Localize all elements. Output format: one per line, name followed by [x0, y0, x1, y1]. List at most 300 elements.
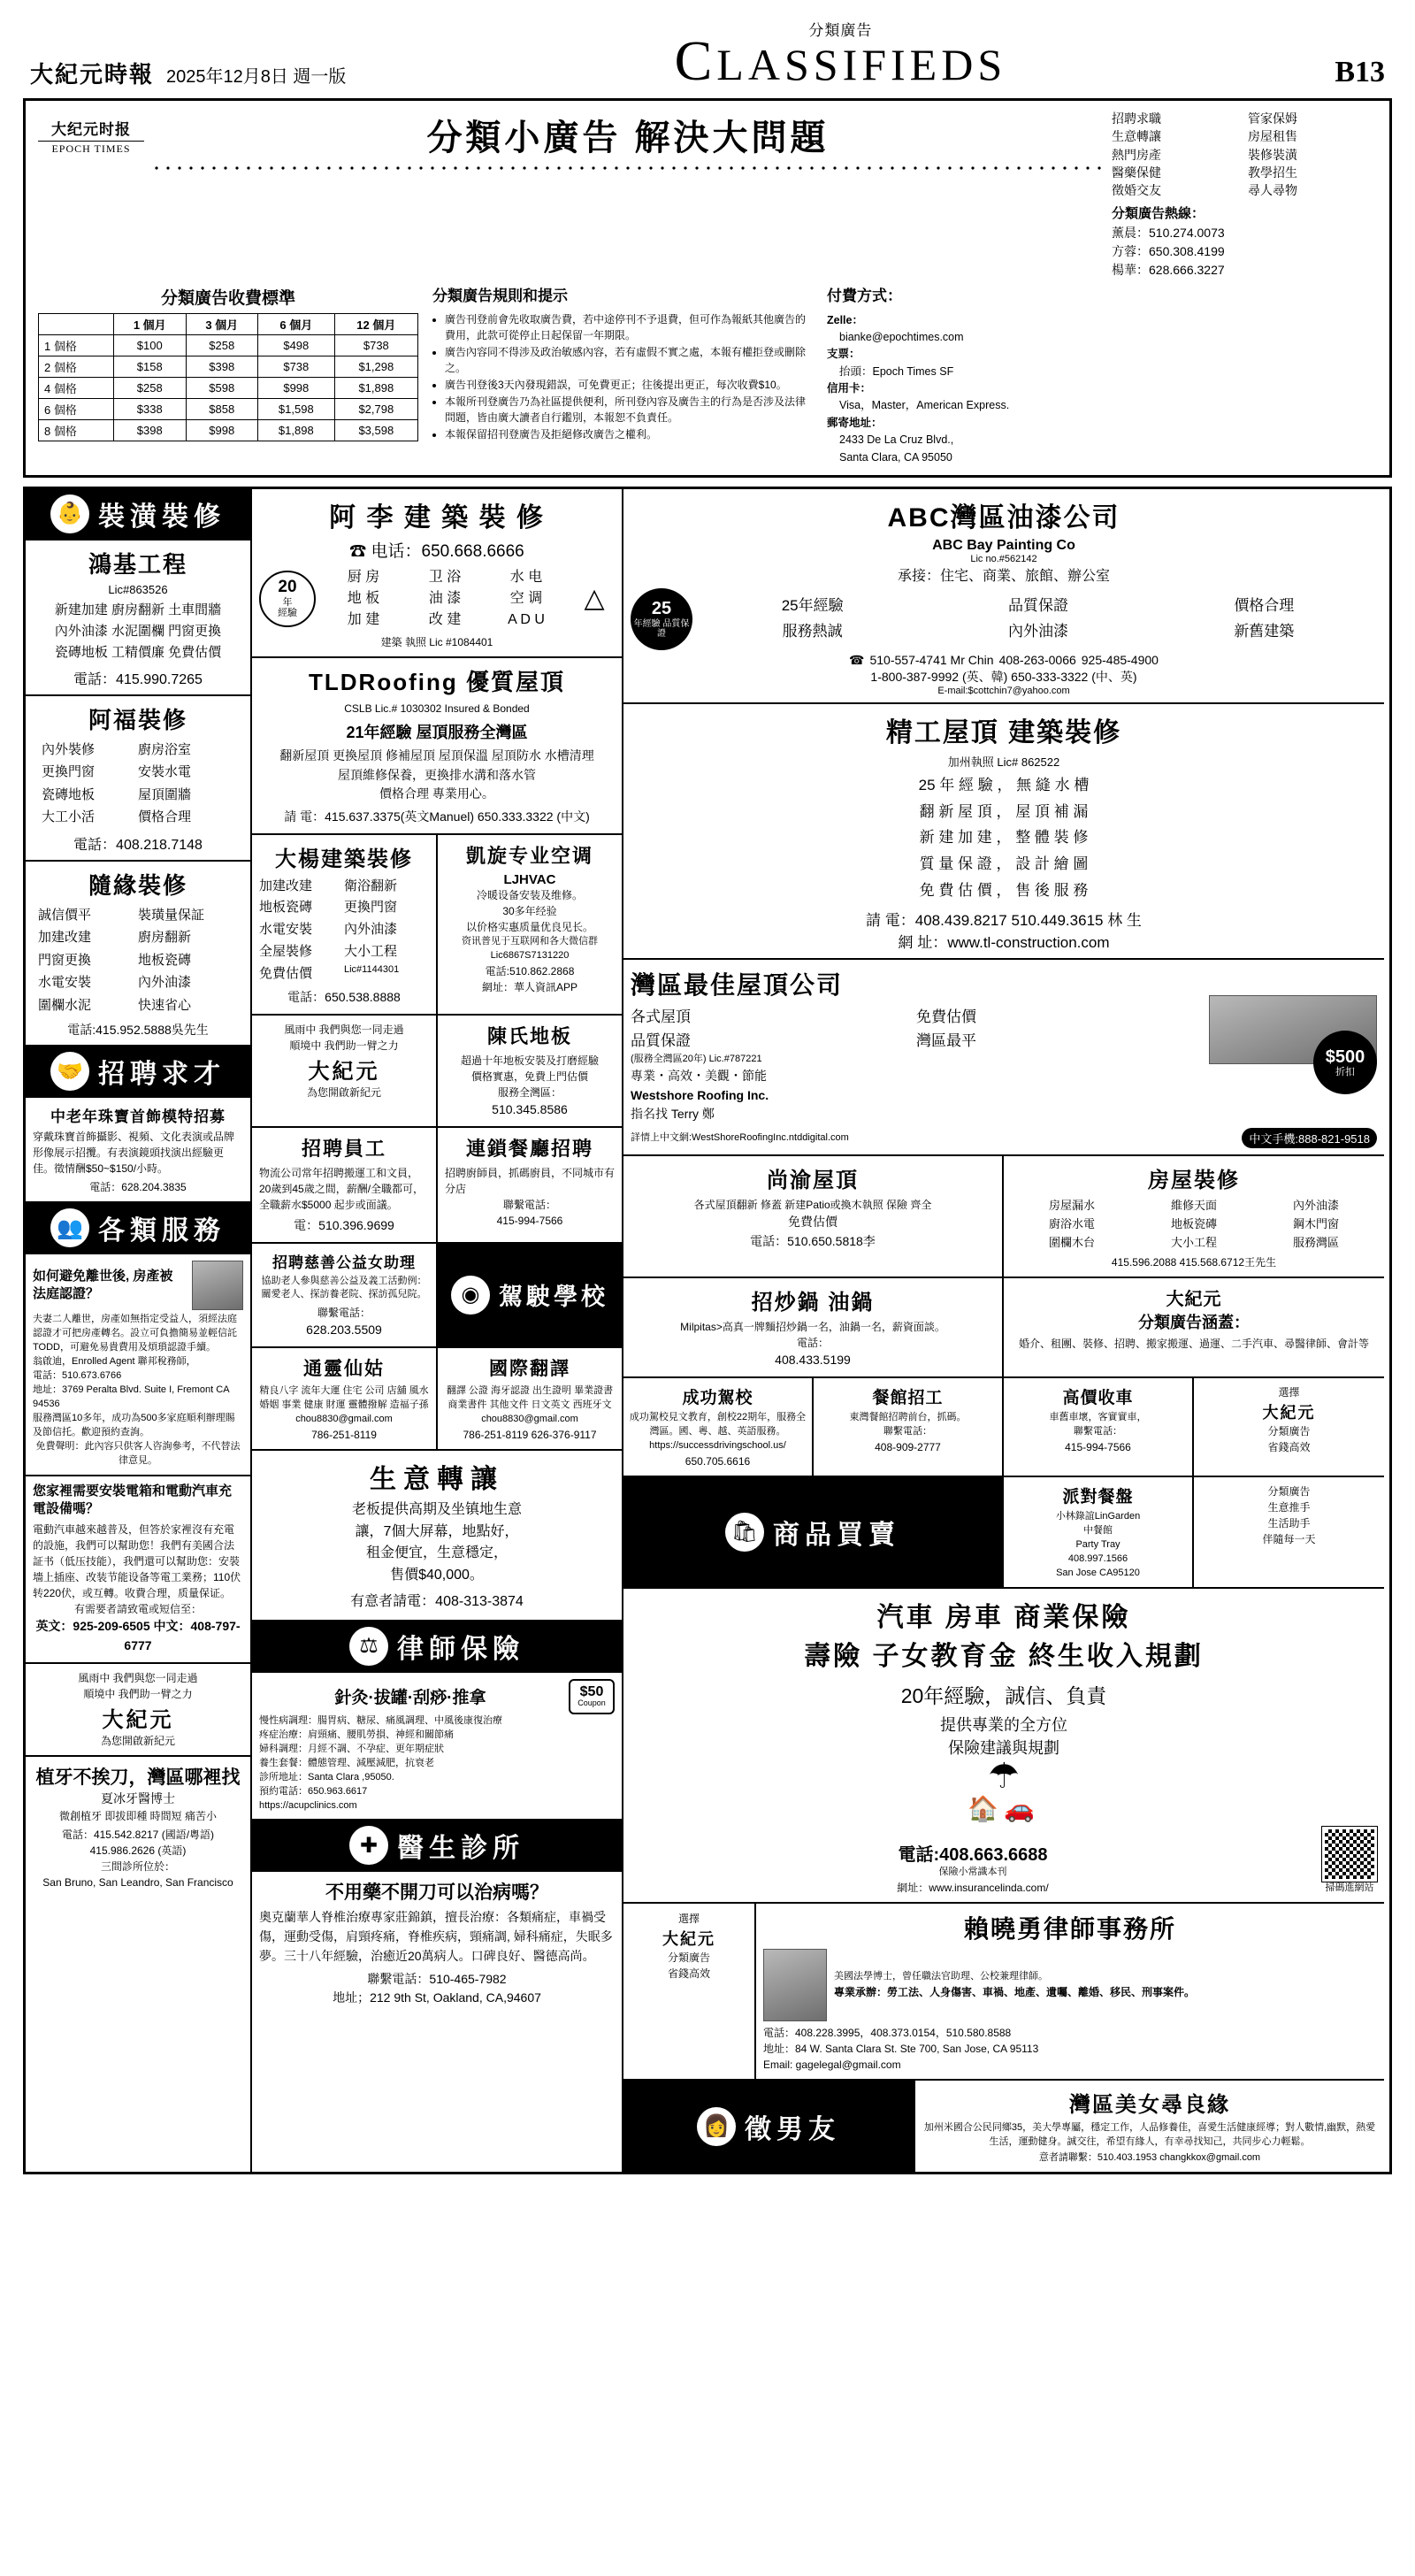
practice-areas: 專業承辦：勞工法、人身傷害、車禍、地產、遺囑、離婚、移民、刑事案件。 [834, 1985, 1196, 1998]
agent-photo [192, 1261, 243, 1310]
ad-row-school-restaurant-car-choose [623, 1378, 1384, 1477]
phone-number[interactable]: 510.345.8586 [492, 1102, 568, 1117]
service-item: 卫 浴 [428, 569, 462, 585]
ad-title: 連鎖餐廳招聘 [465, 1137, 593, 1160]
ad-afu [26, 696, 250, 862]
ad-pair-tongling-translate [252, 1348, 622, 1451]
phone-number[interactable]: 電話：650.538.8888 [287, 990, 401, 1005]
service-line: 新建加建 廚房翻新 土車間牆 [54, 602, 222, 617]
email[interactable]: Email: gagelegal@gmail.com [763, 2058, 901, 2071]
phone-number[interactable]: 1-800-387-9992 (英、韓) 650-333-3322 (中、英) [870, 669, 1137, 684]
ad-chenshi-flooring [438, 1016, 622, 1126]
epoch-house-ad [26, 1664, 250, 1757]
rate-cell: $1,598 [257, 399, 334, 420]
check-value: 抬頭：Epoch Times SF [839, 364, 954, 378]
phone-number[interactable]: 請 電：408.439.8217 510.449.3615 林 生 [866, 911, 1142, 929]
website[interactable]: https://successdrivingschool.us/ [649, 1440, 786, 1452]
ad-title: 賴曉勇律師事務所 [963, 1914, 1176, 1943]
ad-lai-law-office [756, 1904, 1384, 2079]
ad-title: 汽車 房車 商業保險 [876, 1602, 1131, 1632]
lawyer-photo [763, 1949, 827, 2021]
address: 地址：3769 Peralta Blvd. Suite I, Fremont CA 94536 [33, 1384, 229, 1410]
license-number: Lic#863526 [108, 582, 168, 596]
service-item: 維修天面 [1170, 1199, 1217, 1213]
phone-number[interactable]: 電話：408.218.7148 [73, 837, 203, 853]
license-number: Lic#1144301 [344, 963, 400, 975]
ad-jinggong-roofing [623, 704, 1384, 960]
ad-body: 東灣餐館招聘前台，抓碼。 [849, 1412, 967, 1423]
ad-title: 隨緣裝修 [88, 871, 187, 899]
service-item: 油 漆 [428, 590, 462, 606]
ad-body: 車舊車壞，客實實車， [1049, 1412, 1147, 1423]
license-number: Lic no.#562142 [970, 553, 1037, 564]
agent-name: 翁啟迪，Enrolled Agent 聯邦稅務師， [33, 1356, 196, 1368]
phone-number[interactable]: 628.203.5509 [306, 1322, 382, 1338]
slogan-line: 為您開啟新紀元 [306, 1086, 381, 1100]
rate-title: 分類廣告收費標準 [160, 289, 295, 309]
rate-cell: $998 [257, 378, 334, 399]
service-item: 價格合理 [138, 809, 192, 825]
rate-cell: $738 [334, 335, 417, 356]
rate-col-head: 3 個月 [186, 314, 257, 335]
ad-pair-hotpot-coverage [623, 1278, 1384, 1378]
phone-number[interactable]: 英文：925-209-6505 中文：408-797-6777 [35, 1619, 241, 1652]
email[interactable]: chou8830@gmail.com [295, 1413, 393, 1424]
badge-text: 經驗 [278, 608, 297, 619]
address: 地址；212 9th St, Oakland, CA,94607 [333, 1990, 541, 2005]
brand-name: 大紀元 [102, 1707, 174, 1732]
ad-body: 電動汽車越來越普及，但答於家裡沒有充電的設施，我們可以幫助您！我們有美國合法証书（低压技能），我們還可以幫助您：安裝墻上插座、改装节能设备等電工業務；110伏转220伏，或互轉。收費合理，质量保证。 [33, 1523, 241, 1600]
service-line: 質 量 保 證 ， 設 計 繪 圖 [919, 855, 1089, 873]
service-line: 瓷磚地板 工精價廉 免費估價 [54, 644, 222, 660]
service-item: 瓷磚地板 [42, 786, 96, 802]
phone-number[interactable]: 415.596.2088 415.568.6712王先生 [1111, 1256, 1277, 1269]
ad-subtitle: LJHVAC [503, 871, 556, 887]
license-number: Lic6867S7131220 [490, 949, 570, 961]
ad-title: 針灸·拔罐·刮痧·推拿 [334, 1689, 486, 1708]
ad-kaixuan-hvac [438, 835, 622, 1014]
ad-line: 租金便宜，生意穩定， [365, 1545, 508, 1561]
service-item: 地板瓷磚 [138, 952, 192, 968]
painter-icon: 👶 [50, 494, 89, 533]
service-item: 內外裝修 [42, 741, 96, 757]
website[interactable]: 網址：www.insurancelinda.com/ [897, 1881, 1049, 1894]
payment-title: 付費方式： [827, 288, 902, 305]
seal-number: 25 [651, 598, 672, 618]
promo-line: 分類廣告 [1267, 1484, 1311, 1498]
ad-title: 中老年珠寶首飾模特招募 [50, 1108, 226, 1126]
email[interactable]: E-mail:$cottchin7@yahoo.com [937, 685, 1070, 696]
ad-body: 奧克蘭華人脊椎治療專家莊錦鎮，擅長治療：各類痛症，車禍受傷，運動受傷，肩頸疼痛，脊椎疾病，頸痛調, 婦科痛症，失眠多夢。三十八年經驗，治癒近20萬病人。口碑良好、醫德高尚。 [259, 1910, 613, 1963]
ad-dayang [252, 835, 438, 1014]
discount-badge [1313, 1031, 1377, 1094]
ad-title: 鴻基工程 [88, 550, 187, 578]
rate-cell: $598 [186, 378, 257, 399]
ad-title: 生意轉讓 [370, 1464, 504, 1494]
promo-line: 省錢高效 [1267, 1441, 1311, 1454]
service-line: 以价格实惠质量优良见长。 [465, 920, 593, 933]
contact-label: 電話： [796, 1337, 829, 1350]
service-item: 更換門窗 [344, 900, 398, 916]
rule-item: • 本報所刊登廣告乃為社區提供便利，所刊登內容及廣告主的行為是否涉及法律問題，皆由廣大讀者自行鑑別，本報恕不負責任。 [445, 394, 813, 426]
card-value: Visa，Master，American Express. [839, 399, 1010, 412]
rate-cell: $1,898 [334, 378, 417, 399]
ad-line: 老板提供高期及坐镇地生意 [351, 1501, 522, 1517]
keyword: 裝修裝潢 [1248, 147, 1297, 162]
category-header-goods [623, 1477, 1004, 1587]
phone-number[interactable]: 電話:415.952.5888吳先生 [67, 1023, 209, 1038]
service-item: 圍欄水泥 [38, 997, 92, 1013]
rate-cell: $258 [114, 378, 186, 399]
category-header-services [26, 1203, 250, 1254]
phone-number[interactable]: 電：510.396.9699 [294, 1217, 394, 1232]
ad-pair-dayang-kaixuan [252, 835, 622, 1016]
experience-badge [259, 571, 316, 627]
experience-seal [631, 588, 692, 650]
phone-number[interactable]: 電話：415.990.7265 [73, 671, 203, 687]
rate-cell: $158 [114, 356, 186, 378]
clinic-label: 三間診所位於： [100, 1860, 175, 1874]
website[interactable]: 網 址：www.tl-construction.com [898, 933, 1110, 951]
company-name-en: ABC Bay Painting Co [932, 537, 1075, 553]
table-row [39, 356, 418, 378]
category-label: 律師保險 [397, 1634, 524, 1664]
service-item: 鋼木門窗 [1292, 1216, 1339, 1230]
qr-code[interactable] [1322, 1827, 1377, 1882]
promo-line: 分類廣告 [1267, 1425, 1311, 1438]
ad-title: 大楊建築裝修 [275, 847, 413, 871]
phone-number[interactable]: ☎ 电话：650.668.6666 [349, 541, 524, 561]
free-estimate: 免費估價 [788, 1215, 838, 1230]
ad-line: 讓，7個大屏幕，地點好， [355, 1523, 519, 1539]
keyword: 教學招生 [1248, 165, 1297, 180]
company-name-en: Westshore Roofing Inc. [631, 1087, 769, 1102]
service-item: 各式屋頂 [631, 1008, 691, 1025]
ad-insurance [623, 1589, 1384, 1904]
discount-amount: $500 [1325, 1047, 1365, 1068]
agent-note: 保險小常識本刊 [938, 1866, 1007, 1877]
keyword: 房屋租售 [1248, 129, 1297, 144]
section-title: 分類廣告涵蓋： [1138, 1314, 1250, 1332]
phone-number[interactable]: 415-994-7566 [496, 1214, 563, 1227]
phone-number[interactable]: 請 電：415.637.3375(英文Manuel) 650.333.3322 (中文) [284, 809, 590, 824]
promo-line: 伴隨每一天 [1262, 1532, 1316, 1545]
rule-item: • 廣告刊登後3天內發現錯誤，可免費更正；往後提出更正，每次收費$10。 [445, 377, 813, 393]
promo-line: 生意推手 [1267, 1500, 1311, 1514]
phone-number[interactable]: 415.986.2626 (英語) [89, 1844, 187, 1858]
service-item: 服務灣區 [1292, 1235, 1339, 1249]
zelle-value: bianke@epochtimes.com [839, 330, 964, 343]
ad-suiyuan [26, 862, 250, 1047]
ad-title: TLDRoofing 優質屋頂 [309, 668, 565, 695]
service-item: 大工小活 [42, 809, 96, 825]
service-line: 免 費 估 價 ， 售 後 服 務 [919, 881, 1089, 899]
payment-address: 郵寄地址： [827, 416, 883, 429]
phone-number[interactable]: 650.705.6616 [685, 1454, 751, 1468]
phone-number[interactable]: 電話:408.663.6688 [898, 1844, 1048, 1865]
address-line1: 2433 De La Cruz Blvd., [839, 433, 954, 447]
license-number: 建築 執照 Lic #1084401 [380, 635, 493, 648]
ad-title: 國際翻譯 [489, 1359, 570, 1380]
scales-icon: ⚖ [349, 1627, 388, 1666]
ads-grid [23, 487, 1392, 2174]
ad-body: 招聘廚師員，抓碼廚員，不同城市有分店 [445, 1166, 616, 1195]
service-item: 品質保證 [631, 1031, 691, 1049]
coupon-label: Coupon [577, 1698, 606, 1708]
brand-name: 大紀元 [308, 1060, 380, 1085]
phone-number[interactable]: 925-485-4900 [1081, 653, 1159, 668]
category-label: 招聘求才 [98, 1060, 226, 1090]
ad-shangyu-roofing [623, 1156, 1004, 1276]
slogan-line: 順境中 我們助一臂之力 [83, 1687, 193, 1700]
category-header-matchmaker [623, 2081, 915, 2173]
paper-logo: 大紀元時報 [30, 62, 155, 88]
rate-cell: 8 個格 [39, 420, 114, 441]
rate-cell: $258 [186, 335, 257, 356]
masthead [23, 19, 1392, 98]
service-item: 加建改建 [38, 930, 92, 946]
ad-row-choose-lawyer [623, 1904, 1384, 2081]
ad-line: 售價$40,000。 [390, 1568, 484, 1583]
ad-pair-hire-chain [252, 1128, 622, 1244]
ad-column-1 [26, 489, 252, 2172]
house-outline-icon: △ [584, 584, 605, 614]
bio-line: 美國法學博士，曾任職法官助理、公校兼理律師。 [834, 1970, 1048, 1982]
issue-date: 2025年12月8日 週一版 [166, 67, 347, 87]
ad-title: 精工屋頂 建築裝修 [885, 717, 1122, 748]
info-banner [23, 98, 1392, 478]
contact-line[interactable]: 意者請聯繫：510.403.1953 changkkox@gmail.com [1038, 2152, 1261, 2164]
hotline-title: 分類廣告熱線： [1112, 206, 1205, 222]
phone-number[interactable]: 510-557-4741 Mr Chin [869, 653, 994, 668]
slogan-line: 順境中 我們助一臂之力 [289, 1039, 399, 1053]
rate-cell: 2 個格 [39, 356, 114, 378]
service-item: 免費估價 [259, 965, 313, 981]
promo-classified [1194, 1477, 1384, 1587]
table-row [39, 420, 418, 441]
phone-number[interactable]: 786-251-8119 626-376-9117 [463, 1428, 597, 1441]
phone-number[interactable]: 408.433.5199 [775, 1353, 851, 1368]
service-item: 水 电 [509, 569, 543, 585]
ad-title: 通靈仙姑 [303, 1359, 385, 1380]
ad-column-2 [252, 489, 623, 2172]
ad-column-3 [623, 489, 1384, 2172]
ad-business-transfer [252, 1451, 622, 1622]
service-line: 资讯普见于互联网和各大微信群 [462, 935, 598, 947]
phone-number[interactable]: 電話：415.542.8217 (國語/粵語) [61, 1828, 215, 1842]
payment-block [827, 285, 1377, 466]
service-item: 空 调 [509, 590, 543, 606]
appointment-phone[interactable]: 預約電話：650.963.6617 [259, 1785, 368, 1797]
service-line: 30多年经验 [502, 904, 557, 917]
ad-title: 如何避免離世後, 房產被法庭認證？ [33, 1269, 173, 1302]
phone-number[interactable]: 有意者請電：408-313-3874 [350, 1594, 524, 1610]
slogan-line: 風雨中 我們與您一同走過 [284, 1024, 404, 1037]
service-item: 內外油漆 [1292, 1199, 1339, 1213]
ad-ali-construction [252, 489, 622, 658]
badge-unit: 年 [282, 597, 293, 609]
service-item: 快速省心 [138, 997, 192, 1013]
ad-body: 穿戴珠寶首飾攝影、視頻、文化表演或品牌形像展示招攬。有表演鏡頭找演出經驗更佳。徵情酬$50~$150/小時。 [33, 1131, 235, 1176]
ad-subtitle: 21年經驗 屋頂服務全灣區 [346, 723, 528, 741]
contact-line: 有需要者請致電或短信至： [73, 1603, 202, 1616]
category-label: 徵男友 [745, 2114, 840, 2144]
keyword: 生意轉讓 [1112, 129, 1161, 144]
contact-label: 聯繫電話： [1074, 1426, 1122, 1438]
phone-number[interactable]: 電話：510.673.6766 [33, 1370, 122, 1382]
address: 診所地址：Santa Clara ,95050. [259, 1771, 394, 1782]
ad-chain-restaurant [438, 1128, 622, 1242]
rate-cell: $398 [114, 420, 186, 441]
table-row [39, 378, 418, 399]
ad-row-goods-party-promo [623, 1477, 1384, 1589]
service-item: 厨 房 [347, 569, 380, 585]
ad-title: 灣區美女尋良緣 [1069, 2092, 1230, 2117]
keyword: 尋人尋物 [1248, 183, 1297, 198]
ad-title: 派對餐盤 [1062, 1487, 1134, 1506]
clinic-cities: San Bruno, San Leandro, San Francisco [42, 1876, 233, 1890]
ad-body: 翻譯 公證 海牙認證 出生證明 畢業證書商業書件 其他文件 日文英文 西班牙文 [446, 1385, 614, 1411]
rules-title: 分類廣告規則和提示 [432, 288, 568, 305]
keyword-grid [1112, 110, 1377, 199]
ad-pair-shangyu-house [623, 1156, 1384, 1278]
phone-number[interactable]: 電話：408.228.3995，408.373.0154，510.580.8588 [763, 2026, 1012, 2039]
ad-title: 植牙不挨刀，灣區哪裡找 [35, 1767, 241, 1788]
rate-cell: $1,298 [334, 356, 417, 378]
service-item: 廚房翻新 [138, 930, 192, 946]
slogan-line: 風雨中 我們與您一同走過 [78, 1671, 198, 1684]
phone-number[interactable]: 786-251-8119 [311, 1428, 377, 1441]
rate-col-head: 12 個月 [334, 314, 417, 335]
rate-cell: $1,898 [257, 420, 334, 441]
service-item: 內外油漆 [1007, 622, 1068, 640]
ad-body: 物流公司常年招聘搬運工和文員，20歲到45歲之間，薪酬/全職都可，全職薪水$5000 起步或面議。 [259, 1166, 424, 1211]
service-line: 婦科調理：月經不調、不孕症、更年期症狀 [259, 1743, 444, 1754]
contact-label: 聯繫電話： [317, 1307, 371, 1320]
service-item: 廚房浴室 [138, 741, 192, 757]
hotline-list [1112, 224, 1377, 280]
ad-abc-painting [623, 489, 1384, 704]
email[interactable]: chou8830@gmail.com [481, 1413, 578, 1424]
service-item: 廚浴水電 [1048, 1216, 1095, 1230]
phone-icon: ☎ [849, 652, 865, 667]
service-item: 裝璜量保証 [138, 907, 205, 923]
phone-number[interactable]: 408-909-2777 [875, 1441, 941, 1454]
ad-tld-roofing [252, 658, 622, 835]
promo-line: 分類廣告 [667, 1951, 710, 1964]
rules-block [432, 285, 813, 466]
ad-best-roofing [623, 960, 1384, 1156]
promo-line: 生活助手 [1267, 1516, 1311, 1530]
rate-cell: $2,798 [334, 399, 417, 420]
rate-cell: $858 [186, 399, 257, 420]
ad-row-matchmaker [623, 2081, 1384, 2173]
keyword: 招聘求職 [1112, 111, 1161, 126]
ad-matchmaker [915, 2081, 1384, 2173]
website[interactable]: 網址：華人資訊APP [481, 980, 577, 993]
woman-avatar-icon: 👩 [697, 2107, 736, 2146]
ad-title: 招炒鍋 油鍋 [751, 1291, 875, 1315]
ad-body: 成功駕校見文教育，創校22期年，服務全灣區。國、粵、越、英語服務。 [629, 1412, 807, 1438]
coupon-badge [569, 1679, 615, 1714]
qr-caption: 掃碼進網站 [1325, 1882, 1374, 1893]
experience-line: 20年經驗，誠信、負責 [900, 1683, 1107, 1707]
rate-cell: 1 個格 [39, 335, 114, 356]
address-line2: Santa Clara, CA 95050 [839, 450, 952, 464]
epoch-house-ad-2 [252, 1016, 438, 1126]
ad-title: 高價收車 [1062, 1389, 1134, 1408]
service-item: 加 建 [347, 611, 380, 627]
service-line: 超過十年地板安裝及打磨經驗 [460, 1054, 599, 1068]
rate-col-head: 1 個月 [114, 314, 186, 335]
ad-dental-implant [26, 1757, 250, 1898]
ad-ev-charger [26, 1476, 250, 1664]
category-header-jobs [26, 1046, 250, 1098]
promo-line: 省錢高效 [667, 1966, 710, 1980]
website[interactable]: 詳情上中文網:WestShoreRoofingInc.ntddigital.com [631, 1131, 849, 1143]
promo-choose-epoch-2 [623, 1904, 756, 2079]
website[interactable]: https://acupclinics.com [259, 1799, 357, 1811]
ad-title: 阿福裝修 [88, 706, 187, 733]
payment-card: 信用卡： [827, 382, 872, 395]
ad-house-renovation [1004, 1156, 1384, 1276]
ad-title: 招聘員工 [301, 1137, 386, 1160]
service-item: 改 建 [428, 611, 462, 627]
category-label: 醫生診所 [397, 1834, 524, 1864]
slogan-line: 為您開啟新紀元 [100, 1734, 175, 1747]
hotline-item: 方蓉：650.308.4199 [1112, 244, 1225, 259]
service-line: 提供專業的全方位 [940, 1715, 1067, 1734]
phone-number[interactable]: 電話：510.650.5818李 [750, 1233, 876, 1248]
address: 地址：84 W. Santa Clara St. Ste 700, San Jose, CA 95113 [763, 2042, 1039, 2055]
category-label: 各類服務 [98, 1216, 226, 1246]
phone-number[interactable]: 聯繫電話：510-465-7982 [367, 1971, 507, 1986]
keyword: 管家保姆 [1248, 111, 1297, 126]
service-item: 新舊建築 [1234, 622, 1295, 640]
service-line: 屋頂維修保養，更換排水溝和落水管 [338, 767, 536, 782]
service-item: 地板瓷磚 [259, 900, 313, 916]
phone-number[interactable]: 電話:510.862.2868 [485, 964, 575, 978]
service-line: 疼症治療：肩頸痛、腰肌勞損、神經和關節痛 [259, 1729, 454, 1740]
service-item: 水電安裝 [38, 975, 92, 991]
ad-title: 陳氏地板 [486, 1025, 572, 1048]
ad-estate-planning [26, 1254, 250, 1476]
phone-number[interactable]: 408-263-0066 [998, 653, 1076, 668]
ad-body: 夫妻二人離世，房產如無指定受益人，須經法庭認證才可把房產轉名。設立可負擔簡易並輕信託TODD，可避免易貴費用及煩瑣認證手續。 [33, 1314, 237, 1353]
license-number: CSLB Lic.# 1030302 Insured & Bonded [344, 702, 530, 715]
service-line: 冷暖设备安装及维修。 [476, 888, 583, 901]
dot-divider [153, 164, 1103, 172]
service-item: 全屋裝修 [259, 943, 313, 959]
ad-line: 小林錄誼LinGarden [1055, 1510, 1141, 1522]
rate-cell: $398 [186, 356, 257, 378]
phone-number[interactable]: 電話：628.204.3835 [89, 1181, 187, 1194]
service-item: 水電安裝 [259, 922, 313, 938]
service-line: 翻新屋頂 更換屋頂 修補屋頂 屋頂保溫 屋頂防水 水槽清理 [279, 748, 594, 763]
promo-line: 選擇 [1278, 1386, 1300, 1399]
wechat-contact[interactable]: 中文手機:888-821-9518 [1242, 1128, 1377, 1148]
rate-cell: $738 [257, 356, 334, 378]
ad-title: 阿 李 建 築 裝 修 [329, 502, 545, 533]
category-label: 裝潢裝修 [98, 502, 226, 532]
phone-number[interactable]: 408.997.1566 [1067, 1552, 1128, 1564]
ad-acupuncture [252, 1673, 622, 1821]
ad-hongji [26, 540, 250, 696]
price-line: 價格合理 專業用心。 [379, 786, 494, 801]
phone-number[interactable]: 415-994-7566 [1065, 1441, 1131, 1454]
scope-line: 承接：住宅、商業、旅館、辦公室 [897, 568, 1110, 584]
license-number: 加州執照 Lic# 862522 [947, 755, 1060, 769]
